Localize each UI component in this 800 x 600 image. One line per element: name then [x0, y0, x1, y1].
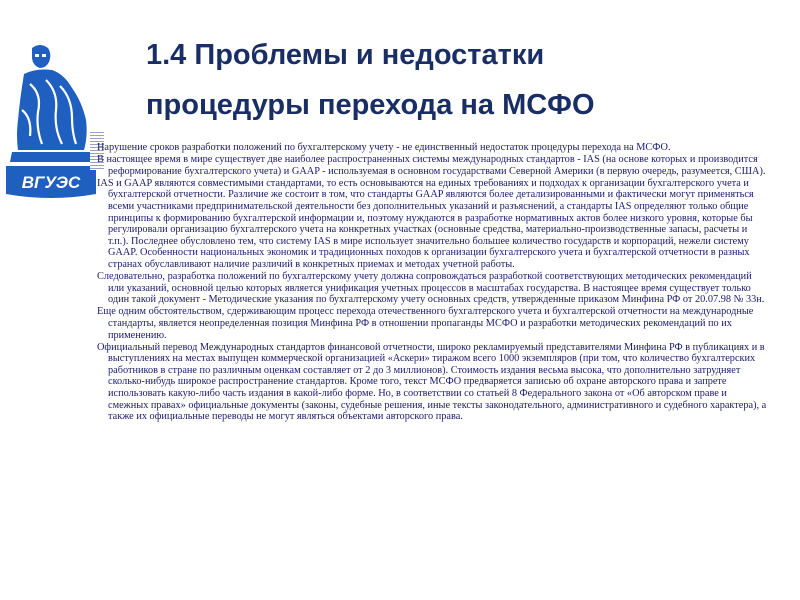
paragraph: В настоящее время в мире существует две наиболее распространенных системы международных стандартов - IAS (на основе которых и производится реформирование бухгалтерского учета) и GAAP - используемая в основном государствами Северной Америки (в первую очередь, разумеется, США). [97, 154, 766, 177]
slide-title [146, 30, 776, 130]
paragraph: Официальный перевод Международных стандартов финансовой отчетности, широко рекламируемый представителями Минфина РФ в публикациях и в выступлениях на местах выпущен коммерческой организацией «Аскери» тиражом всего 1000 экземпляров (при том, что количество бухгалтерских работников в стране по различным оценкам составляет от 2 до 3 миллионов). Стоимость издания весьма высока, что дополнительно затрудняет сколько-нибудь широкое распространение стандартов. Кроме того, текст МСФО предваряется записью об охране авторского права и запрете использовать какую-либо часть издания в какой-либо форме. Но, в соответствии со статьей 8 Федерального закона от «Об авторском праве и смежных правах» официальные документы (законы, судебные решения, иные тексты законодательного, административного и судебного характера), а также их официальные переводы не могут являться объектами авторского права. [97, 341, 767, 423]
vguies-logo [2, 40, 100, 200]
slide-title-line-2: процедуры перехода на МСФО [146, 89, 595, 121]
paragraph: Нарушение сроков разработки положений по бухгалтерскому учету - не единственный недостаток процедуры перехода на МСФО. [97, 142, 671, 153]
logo-text: ВГУЭС [21, 173, 81, 192]
paragraph: Следовательно, разработка положений по бухгалтерскому учету должна сопровождаться разработкой соответствующих методических рекомендаций или указаний, основной целью которых является унификация учетных процессов в масштабах государства. В настоящее время существует только один такой документ - Методические указания по бухгалтерскому учету основных средств, утвержденные приказом Минфина РФ от 20.07.98 № 33н. [97, 271, 765, 306]
paragraph: IAS и GAAP являются совместимыми стандартами, то есть основываются на единых требованиях и подходах к организации бухгалтерского учета и бухгалтерской отчетности. Различие же состоит в том, что стандарты GAAP являются более детализированными и фактически могут применяться всеми участниками предпринимательской деятельности без дополнительных указаний и разъяснений, а стандарты IAS определяют только общие принципы к формированию бухгалтерской информации и, поэтому нуждаются в разработке нормативных актов более низкого уровня, которые бы регулировали организацию бухгалтерского учета на конкретных участках (основные средства, материально-производственные запасы, расчеты и т.п.). Последнее обусловлено тем, что систему IAS в мире использует значительно большее количество государств и корпораций, нежели систему GAAP. Особенности национальных экономик и традиционных походов к организации бухгалтерского учета и бухгалтерской отчетности в разных странах обуславливают наличие различий в конкретных приемах и методах учетной работы. [97, 177, 754, 270]
slide-title-line-1: 1.4 Проблемы и недостатки [146, 39, 545, 71]
slide-body [97, 142, 769, 423]
paragraph: Еще одним обстоятельством, сдерживающим процесс перехода отечественного бухгалтерского учета и бухгалтерской отчетности на международные стандарты, является неопределенная позиция Минфина РФ в отношении пропаганды МСФО и разработки методических рекомендаций по их применению. [97, 306, 754, 341]
